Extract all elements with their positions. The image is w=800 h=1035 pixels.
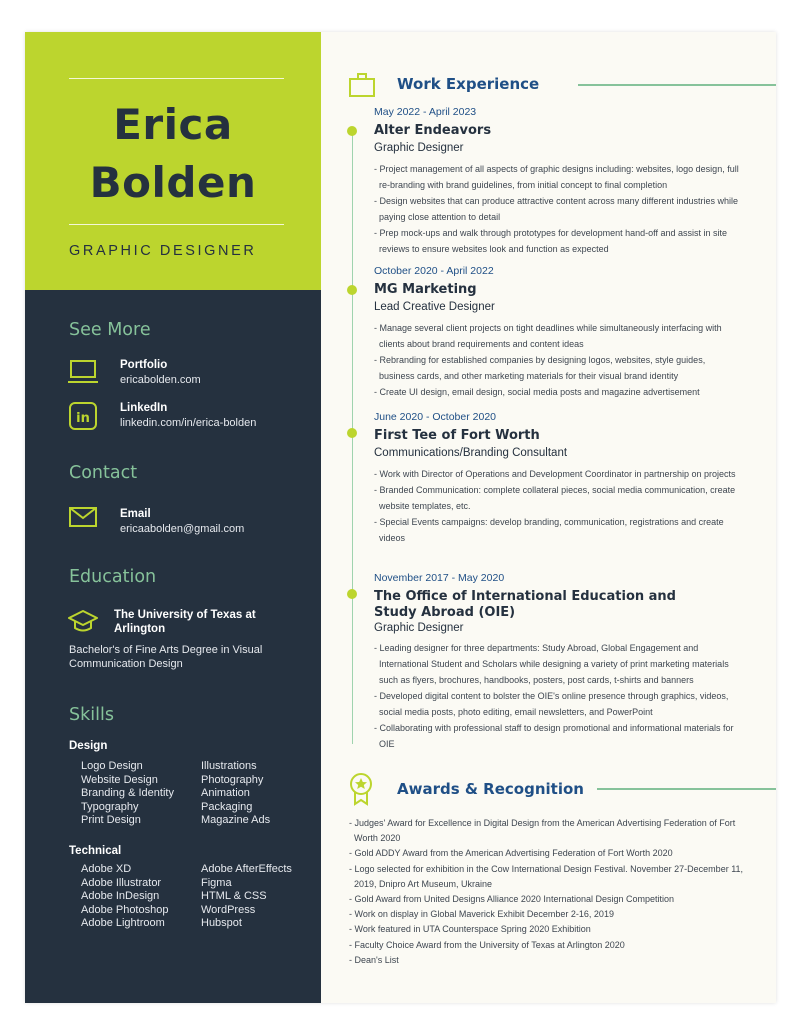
job-company: MG Marketing	[374, 282, 477, 297]
job-bullets	[374, 640, 739, 752]
design-skills-list-2	[201, 760, 270, 828]
linkedin-icon	[68, 401, 98, 431]
job-company: The Office of International Education and Study Abroad (OIE)	[374, 589, 676, 620]
job-title: Communications/Branding Consultant	[374, 447, 568, 459]
last-name: Bolden	[89, 158, 257, 207]
degree: Bachelor's of Fine Arts Degree in Visual Communication Design	[69, 644, 263, 670]
job-date: October 2020 - April 2022	[374, 265, 494, 277]
heading-rule	[578, 84, 776, 86]
heading-rule	[597, 788, 776, 790]
award-item: - Logo selected for exhibition in the Cow International Design Festival. November 27-December 11, 2019, Dnipro Art Museum, Ukraine	[349, 863, 744, 889]
job-bullet: - Branded Communication: complete collateral pieces, social media communication, create website templates, etc.	[374, 485, 736, 511]
job-bullet: - Prep mock-ups and walk through prototypes for development hand-off and assist in site reviews to ensure websites look and function as expected	[374, 228, 728, 254]
skill-item: HTML & CSS	[201, 890, 267, 902]
email-label: Email	[120, 508, 151, 520]
award-item: - Dean's List	[349, 954, 399, 965]
skill-item: Adobe Illustrator	[81, 876, 162, 889]
briefcase-icon	[348, 71, 376, 99]
divider	[69, 224, 284, 225]
timeline-dot	[347, 589, 357, 599]
skill-item: Adobe InDesign	[81, 890, 160, 902]
job-bullets	[374, 161, 739, 257]
job-company: First Tee of Fort Worth	[374, 428, 540, 443]
award-ribbon-icon	[347, 772, 375, 806]
skill-item: Adobe Photoshop	[81, 903, 169, 916]
portfolio-label: Portfolio	[120, 359, 168, 371]
job-role: GRAPHIC DESIGNER	[69, 243, 257, 259]
skill-item: Animation	[201, 787, 250, 799]
sidebar	[25, 290, 321, 1003]
envelope-icon	[68, 502, 98, 532]
skill-item: Adobe Lightroom	[81, 917, 165, 929]
timeline-dot	[347, 126, 357, 136]
job-bullet: - Manage several client projects on tight deadlines while simultaneously interfacing with clients about brand requirements and content ideas	[374, 323, 722, 349]
job-bullet: - Leading designer for three departments: Study Abroad, Global Engagement and International Student and Scholars while designing a variety of print marketing materials such as flyers, brochures, handbooks, posters, post cards, t-shirts and banners	[374, 643, 729, 685]
name-block	[25, 32, 321, 290]
email-link[interactable]: ericaabolden@gmail.com	[120, 523, 245, 535]
skill-item: Illustrations	[201, 760, 257, 772]
skill-item: Figma	[201, 876, 232, 889]
skill-item: Branding & Identity	[81, 787, 174, 799]
job-bullet: - Work with Director of Operations and Development Coordinator in partnership on projects	[374, 469, 736, 479]
skill-item: WordPress	[201, 903, 256, 916]
job-bullet: - Developed digital content to bolster the OIE's online presence through graphics, videos, social media posts, photo editing, email newsletters, and PowerPoint	[374, 691, 729, 717]
awards-heading: Awards & Recognition	[397, 780, 584, 798]
award-item: - Work featured in UTA Counterspace Spring 2020 Exhibition	[349, 924, 591, 935]
see-more-heading: See More	[69, 320, 151, 340]
graduation-cap-icon	[68, 606, 98, 636]
job-bullet: - Special Events campaigns: develop branding, communication, registrations and create videos	[374, 517, 724, 543]
timeline-dot	[347, 285, 357, 295]
job-date: May 2022 - April 2023	[374, 106, 477, 118]
job-company: Alter Endeavors	[374, 123, 492, 138]
job-title: Graphic Designer	[374, 142, 464, 154]
job-date: November 2017 - May 2020	[374, 572, 505, 584]
skill-item: Packaging	[201, 800, 253, 813]
job-bullet: - Project management of all aspects of graphic designs including: websites, logo design, full re-branding with brand guidelines, from initial concept to final completion	[374, 164, 739, 190]
contact-heading: Contact	[69, 463, 138, 483]
job-bullets	[374, 466, 739, 546]
skill-item: Adobe XD	[81, 863, 132, 875]
timeline-dot	[347, 428, 357, 438]
laptop-icon	[68, 357, 98, 387]
award-item: - Gold ADDY Award from the American Advertising Federation of Fort Worth 2020	[349, 848, 673, 859]
linkedin-link[interactable]: linkedin.com/in/erica-bolden	[120, 417, 257, 429]
work-experience-heading: Work Experience	[397, 75, 540, 93]
job-bullet: - Create UI design, email design, social media posts and magazine advertisement	[374, 387, 700, 397]
job-title: Lead Creative Designer	[374, 301, 495, 313]
award-item: - Work on display in Global Maverick Exhibit December 2-16, 2019	[349, 909, 614, 920]
design-skills-heading: Design	[69, 740, 108, 752]
job-title: Graphic Designer	[374, 622, 464, 634]
first-name: Erica	[113, 100, 233, 149]
award-item: - Judges' Award for Excellence in Digital Design from the American Advertising Federation of Fort Worth 2020	[349, 818, 736, 844]
linkedin-label: LinkedIn	[120, 402, 168, 414]
full-name	[25, 96, 321, 212]
university-name: The University of Texas at Arlington	[114, 609, 256, 635]
portfolio-link[interactable]: ericabolden.com	[120, 374, 201, 386]
skill-item: Photography	[201, 773, 264, 786]
job-bullet: - Design websites that can produce attractive content across many different industries while paying close attention to detail	[374, 196, 739, 222]
divider	[69, 78, 284, 79]
skill-item: Typography	[81, 800, 139, 813]
education-heading: Education	[69, 567, 157, 587]
job-date: June 2020 - October 2020	[374, 411, 497, 423]
award-item: - Gold Award from United Designs Alliance 2020 International Design Competition	[349, 894, 675, 905]
job-bullet: - Collaborating with professional staff to design promotional and informational materials for OIE	[374, 723, 734, 749]
resume-page	[25, 32, 776, 1003]
skill-item: Print Design	[81, 814, 141, 826]
technical-skills-list-1	[81, 863, 168, 931]
skill-item: Logo Design	[81, 760, 143, 772]
awards-list	[349, 816, 744, 968]
technical-skills-heading: Technical	[69, 845, 122, 857]
svg-text:in: in	[76, 411, 90, 426]
technical-skills-list-2	[201, 863, 292, 931]
skill-item: Magazine Ads	[201, 814, 271, 826]
job-bullets	[374, 320, 739, 400]
design-skills-list-1	[81, 760, 174, 828]
skill-item: Adobe AfterEffects	[201, 863, 292, 875]
job-bullet: - Rebranding for established companies by designing logos, websites, style guides, business cards, and other marketing materials for their visual brand identity	[374, 355, 706, 381]
skill-item: Website Design	[81, 773, 158, 786]
award-item: - Faculty Choice Award from the University of Texas at Arlington 2020	[349, 939, 625, 950]
skill-item: Hubspot	[201, 917, 242, 929]
skills-heading: Skills	[69, 705, 114, 725]
